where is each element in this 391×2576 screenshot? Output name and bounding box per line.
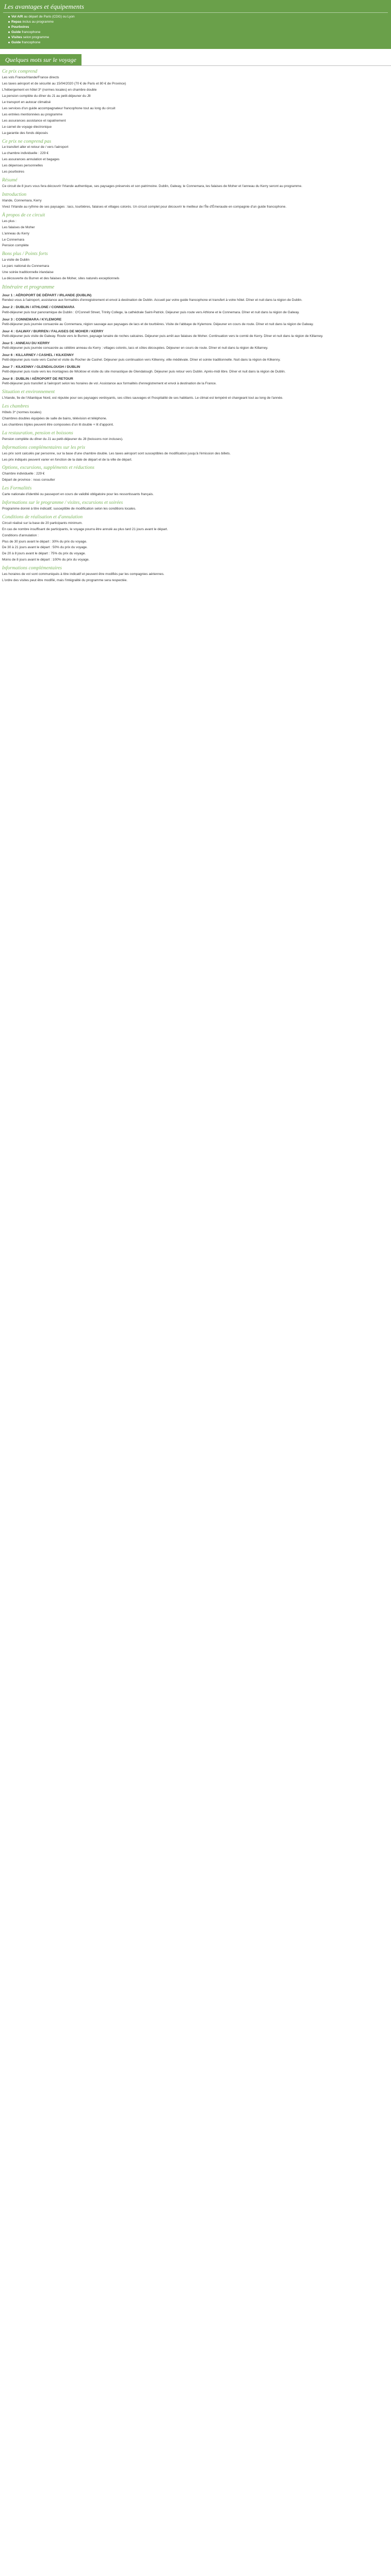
section-paragraph: Les chambres triples peuvent être composées d'un lit double + lit d'appoint. — [2, 422, 114, 427]
section-paragraph: Les dépenses personnelles — [2, 164, 43, 168]
day-description: Petit-déjeuner puis transfert à l'aéroport selon les horaires de vol. Assistance aux formalités d'enregistrement et envol à destination de la France. — [2, 382, 217, 386]
section-paragraph: L'anneau du Kerry — [2, 231, 29, 235]
section-paragraph: Les assurances annulation et bagages — [2, 158, 60, 162]
section-title: Options, excursions, suppléments et réductions — [2, 465, 94, 471]
section-paragraph: Les vols France/Irlande/France directs — [2, 75, 59, 79]
section-paragraph: Les taxes aéroport et de sécurité au 15/04/2020 (70 € de Paris et 80 € de Province) — [2, 81, 126, 86]
tab-bar — [0, 54, 391, 66]
tab-quelques-mots[interactable]: Quelques mots sur le voyage — [0, 54, 82, 65]
section-paragraph: De 30 à 21 jours avant le départ : 50% du prix du voyage. — [2, 546, 88, 550]
section-paragraph: Conditions d'annulation : — [2, 533, 39, 537]
section-title: Informations complémentaires — [2, 566, 62, 571]
day-description: Petit-déjeuner puis journée consacrée au célèbre anneau du Kerry : villages colorés, lacs et côtes découpées. Déjeuner en cours de route. Dîner et nuit dans la région de Killarney. — [2, 346, 268, 350]
section-paragraph: Le transport en autocar climatisé — [2, 100, 51, 104]
section-paragraph: Programme donné à titre indicatif, susceptible de modification selon les conditions locales. — [2, 506, 136, 511]
advantage-item-bold: Pourboires — [11, 25, 29, 29]
section-title: Ce prix comprend — [2, 69, 38, 75]
advantage-item-bold: Guide — [11, 40, 21, 44]
advantage-item-bold: Repas — [11, 20, 22, 24]
day-description: Petit-déjeuner puis route vers les montagnes de Wicklow et visite du site monastique de Glendalough. Déjeuner puis retour vers Dublin. Après-midi libre. Dîner et nuit dans la région de Dublin. — [2, 370, 286, 374]
advantage-item — [8, 40, 388, 45]
advantage-item — [8, 20, 388, 25]
section-title: À propos de ce circuit — [2, 212, 45, 218]
section-paragraph: La découverte du Burren et des falaises de Moher, sites naturels exceptionnels — [2, 277, 120, 281]
advantage-item-text: inclus au programme — [21, 20, 54, 24]
advantage-item-text: selon programme — [22, 35, 50, 39]
section-paragraph: Irlande, Connemara, Kerry — [2, 198, 42, 202]
advantages-list — [3, 14, 388, 45]
advantages-title: Les avantages et équipements — [3, 2, 388, 13]
day-title: Jour 7 : KILKENNY / GLENDALOUGH / DUBLIN — [2, 365, 80, 369]
section-paragraph: Les prix indiqués peuvent varier en fonction de la date de départ et de la ville de départ. — [2, 457, 133, 462]
section-paragraph: Chambres doubles équipées de salle de bains, télévision et téléphone. — [2, 417, 107, 420]
section-title: Situation et environnement — [2, 389, 55, 395]
section-title: Itinéraire et programme — [2, 284, 55, 291]
day-title: Jour 3 : CONNEMARA / KYLEMORE — [2, 317, 62, 321]
day-title: Jour 8 : DUBLIN / AÉROPORT DE RETOUR — [2, 377, 73, 381]
section-title: Les Formalités — [2, 486, 32, 492]
section-paragraph: L'hébergement en hôtel 3* (normes locales) en chambre double — [2, 88, 97, 92]
section-paragraph: Les assurances assistance et rapatriement — [2, 118, 66, 123]
advantage-item-text: au départ de Paris (CDG) ou Lyon — [23, 14, 75, 19]
advantage-item-bold: Vol A/R — [11, 14, 23, 19]
section-paragraph: Vivez l'Irlande au rythme de ses paysages : lacs, tourbières, falaises et villages colorés. Un circuit complet pour découvrir le meilleur de l'Île d'Émeraude en compagnie d'un guide francophone. — [2, 205, 287, 209]
day-title: Jour 5 : ANNEAU DU KERRY — [2, 341, 50, 345]
section-title: Introduction — [2, 192, 27, 198]
section-paragraph: Les services d'un guide accompagnateur francophone tout au long du circuit — [2, 106, 116, 110]
advantage-item — [8, 30, 388, 35]
advantage-item-text: francophone — [21, 40, 41, 44]
section-paragraph: Les horaires de vol sont communiqués à titre indicatif et peuvent être modifiés par les compagnies aériennes. — [2, 572, 165, 577]
advantages-panel — [0, 0, 391, 49]
section-paragraph: Une soirée traditionnelle irlandaise — [2, 270, 54, 275]
day-title: Jour 2 : DUBLIN / ATHLONE / CONNEMARA — [2, 306, 75, 310]
day-description: Petit-déjeuner puis route vers Cashel et visite du Rocher de Cashel. Déjeuner puis continuation vers Kilkenny, ville médiévale. Dîner et soirée traditionnelle. Nuit dans la région de Kilkenny. — [2, 358, 281, 362]
section-paragraph: Les prix sont calculés par personne, sur la base d'une chambre double. Les taxes aéroport sont susceptibles de modification jusqu'à l'émission des billets. — [2, 451, 231, 455]
day-title: Jour 1 : AÉROPORT DE DÉPART / IRLANDE (DUBLIN) — [2, 294, 92, 298]
section-paragraph: L'Irlande, île de l'Atlantique Nord, est réputée pour ses paysages verdoyants, ses côtes sauvages et l'hospitalité de ses habitants. Le climat est tempéré et changeant tout au long de l'année. — [2, 396, 283, 400]
section-title: Ce prix ne comprend pas — [2, 139, 52, 144]
day-title: Jour 4 : GALWAY / BURREN / FALAISES DE MOHER / KERRY — [2, 329, 104, 333]
section-paragraph: Moins de 8 jours avant le départ : 100% du prix du voyage. — [2, 558, 90, 562]
advantage-item — [8, 35, 388, 40]
section-paragraph: Le transfert aller et retour de / vers l'aéroport — [2, 145, 69, 149]
section-paragraph: Ce circuit de 8 jours vous fera découvrir l'Irlande authentique, ses paysages préservés et son patrimoine. Dublin, Galway, le Connemara, les falaises de Moher et l'anneau du Kerry seront au programme. — [2, 184, 302, 189]
section-paragraph: Départ de province : nous consulter — [2, 478, 55, 482]
advantage-item-bold: Visites — [11, 35, 22, 39]
section-paragraph: Pension complète du dîner du J1 au petit-déjeuner du J8 (boissons non incluses). — [2, 437, 123, 441]
section-paragraph: Le Connemara — [2, 238, 24, 242]
section-paragraph: Le carnet de voyage électronique — [2, 125, 52, 129]
section-title: Conditions de réalisation et d'annulation — [2, 514, 83, 520]
section-paragraph: La garantie des fonds déposés — [2, 131, 48, 135]
section-paragraph: Les plus : — [2, 219, 17, 223]
section-paragraph: Circuit réalisé sur la base de 20 participants minimum. — [2, 521, 83, 525]
section-paragraph: Hôtels 3* (normes locales) — [2, 411, 42, 415]
section-paragraph: Plus de 30 jours avant le départ : 30% du prix du voyage. — [2, 539, 87, 544]
section-title: Bons plus / Points forts — [2, 251, 48, 257]
section-paragraph: En cas de nombre insuffisant de participants, le voyage pourra être annulé au plus tard 21 jours avant le départ. — [2, 527, 168, 531]
section-paragraph: Chambre individuelle : 229 € — [2, 472, 45, 476]
section-paragraph: Les pourboires — [2, 170, 24, 174]
section-title: Informations complémentaires sur les prix — [2, 445, 86, 450]
section-title: Informations sur le programme / visites, excursions et soirées — [2, 500, 123, 505]
section-paragraph: Le parc national du Connemara — [2, 264, 50, 268]
day-description: Petit-déjeuner puis tour panoramique de Dublin : O'Connell Street, Trinity College, la cathédrale Saint-Patrick. Déjeuner puis route vers Athlone et le Connemara. Dîner et nuit dans la région de Galway. — [2, 310, 300, 314]
day-description: Rendez-vous à l'aéroport, assistance aux formalités d'enregistrement et envol à destination de Dublin. Accueil par votre guide francophone et transfert à votre hôtel. Dîner et nuit dans la région de Dublin. — [2, 298, 303, 302]
section-paragraph: Pension complète — [2, 244, 29, 248]
trip-description — [0, 69, 391, 583]
section-paragraph: Les entrées mentionnées au programme — [2, 112, 63, 116]
section-paragraph: Carte nationale d'identité ou passeport en cours de validité obligatoire pour les ressortissants français. — [2, 493, 154, 497]
section-paragraph: La pension complète du dîner du J1 au petit-déjeuner du J8 — [2, 94, 91, 98]
page — [0, 0, 391, 583]
section-paragraph: L'ordre des visites peut être modifié, mais l'intégralité du programme sera respectée. — [2, 579, 128, 583]
section-paragraph: Les falaises de Moher — [2, 225, 35, 229]
advantage-item — [8, 14, 388, 20]
section-title: La restauration, pension et boissons — [2, 430, 73, 436]
advantage-item — [8, 25, 388, 30]
section-paragraph: La visite de Dublin — [2, 258, 30, 262]
day-description: Petit-déjeuner puis journée consacrée au Connemara, région sauvage aux paysages de lacs et de tourbières. Visite de l'abbaye de Kylemore. Déjeuner en cours de route. Dîner et nuit dans la région de Galway. — [2, 322, 314, 326]
section-paragraph: De 20 à 8 jours avant le départ : 75% du prix du voyage. — [2, 552, 86, 556]
advantage-item-bold: Guide — [11, 30, 21, 34]
advantage-item-text: francophone — [21, 30, 41, 34]
day-title: Jour 6 : KILLARNEY / CASHEL / KILKENNY — [2, 353, 74, 358]
section-paragraph: La chambre individuelle : 229 € — [2, 151, 48, 156]
day-description: Petit-déjeuner puis visite de Galway. Route vers le Burren, paysage lunaire de roches calcaires. Déjeuner puis arrêt aux falaises de Moher. Continuation vers le comté de Kerry. Dîner et nuit dans la région de Killarney. — [2, 334, 323, 338]
section-title: Résumé — [2, 178, 18, 183]
section-title: Les chambres — [2, 404, 29, 410]
